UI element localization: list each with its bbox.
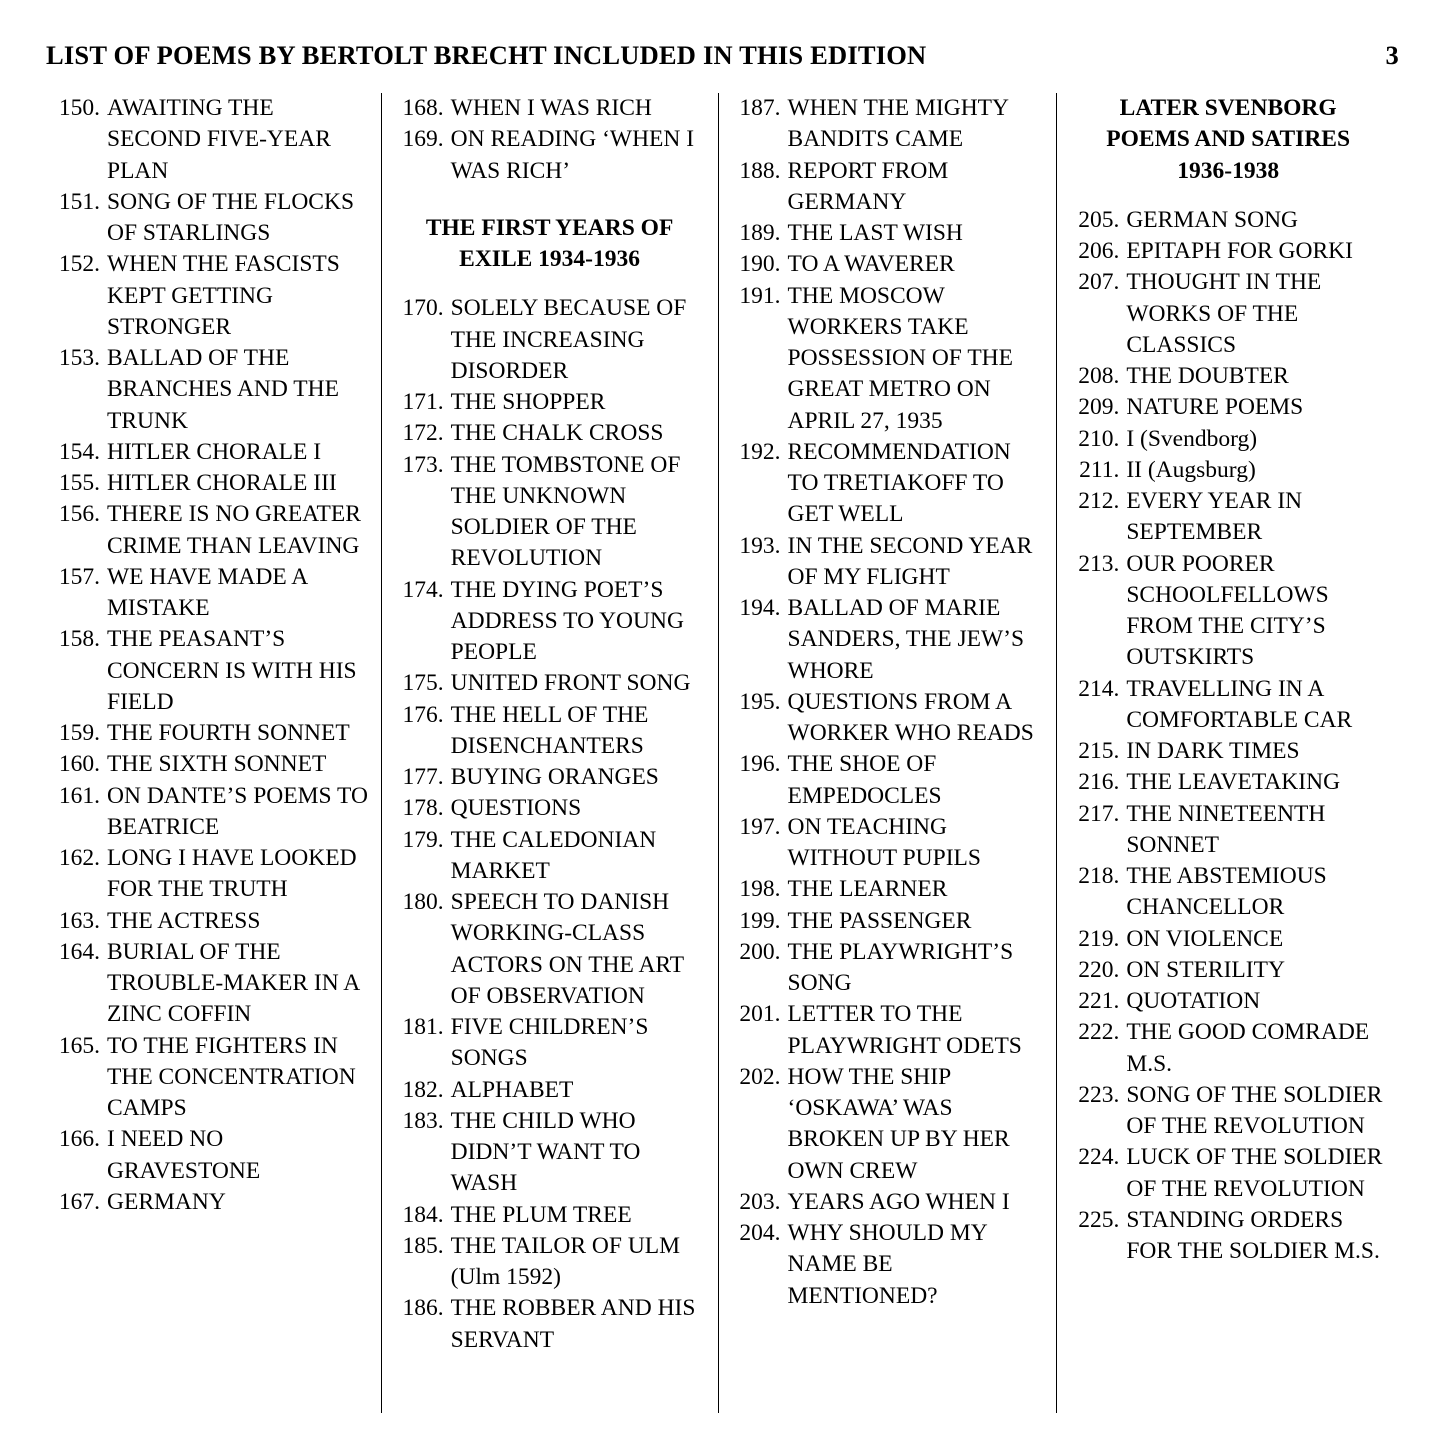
poem-title: QUOTATION	[1126, 988, 1261, 1014]
poem-entry	[731, 937, 1045, 1000]
poem-entry	[394, 93, 706, 124]
poem-number: 181.	[402, 1014, 444, 1040]
page-title: LIST OF POEMS BY BERTOLT BRECHT INCLUDED IN THIS EDITION	[46, 40, 927, 70]
poem-title: RECOMMENDATION TO TRETIAKOFF TO GET WELL	[787, 438, 1011, 528]
poem-entry	[50, 1031, 369, 1125]
poem-number: 201.	[739, 1001, 781, 1028]
poem-title: WHEN I WAS RICH	[450, 95, 652, 121]
poem-entry	[394, 1106, 706, 1200]
poem-number: 171.	[402, 389, 444, 415]
poem-title: THE SHOE OF EMPEDOCLES	[787, 751, 942, 809]
poem-number: 190.	[739, 251, 781, 278]
poem-number: 207.	[1078, 269, 1120, 296]
poem-title: THE ABSTEMIOUS CHANCELLOR	[1126, 863, 1327, 921]
poem-number: 225.	[1078, 1206, 1120, 1233]
poem-entry	[731, 874, 1045, 905]
poem-number: 189.	[739, 220, 781, 246]
poem-entry	[394, 668, 706, 699]
poem-title: HITLER CHORALE III	[107, 470, 337, 496]
poem-title: ALPHABET	[450, 1076, 574, 1103]
poem-title: THE GOOD COMRADE M.S.	[1126, 1019, 1370, 1077]
poem-title: SONG OF THE SOLDIER OF THE REVOLUTION	[1126, 1081, 1383, 1139]
poem-entry	[1069, 799, 1387, 862]
poem-number: 172.	[402, 420, 444, 447]
poem-title: AWAITING THE SECOND FIVE-YEAR PLAN	[107, 95, 331, 184]
poem-entry	[50, 781, 369, 844]
poem-title: THE LEAVETAKING	[1126, 769, 1341, 796]
poem-title: WE HAVE MADE A MISTAKE	[107, 563, 307, 621]
poem-entry	[394, 124, 706, 187]
poem-title: THE SIXTH SONNET	[107, 751, 327, 778]
poem-title: QUESTIONS	[450, 795, 582, 822]
poem-title: THE LAST WISH	[787, 220, 963, 246]
poem-entry	[1069, 674, 1387, 737]
poem-entry	[394, 1200, 706, 1231]
poem-entry	[731, 249, 1045, 280]
poem-entry	[50, 187, 369, 250]
poem-entry	[50, 437, 369, 468]
section-heading-line: LATER SVENBORG	[1119, 95, 1337, 121]
poem-title: THE SHOPPER	[450, 389, 606, 415]
poem-number: 199.	[739, 907, 781, 934]
poem-title: GERMAN SONG	[1126, 206, 1299, 233]
poem-number: 220.	[1078, 956, 1120, 983]
poem-title: YEARS AGO WHEN I	[787, 1188, 1010, 1215]
poem-title: EPITAPH FOR GORKI	[1126, 238, 1353, 264]
poem-number: 218.	[1078, 863, 1120, 889]
poem-number: 182.	[402, 1076, 444, 1103]
poem-number: 206.	[1078, 238, 1120, 264]
poem-number: 217.	[1078, 800, 1120, 827]
poem-title: ON STERILITY	[1126, 956, 1285, 983]
poem-number: 163.	[58, 907, 100, 934]
poem-entry	[731, 531, 1045, 594]
poem-title: THE MOSCOW WORKERS TAKE POSSESSION OF THE GREAT METRO ON APRIL 27, 1935	[787, 282, 1014, 434]
poem-title: THE ACTRESS	[107, 907, 261, 934]
poem-title: LETTER TO THE PLAYWRIGHT ODETS	[787, 1001, 1022, 1059]
poem-number: 166.	[58, 1126, 100, 1153]
poem-number: 157.	[58, 563, 100, 590]
poem-entry	[50, 1187, 369, 1218]
poem-entry	[731, 156, 1045, 219]
poem-number: 159.	[58, 720, 100, 746]
poem-entry	[50, 718, 369, 749]
section-heading	[400, 213, 700, 276]
poem-number: 188.	[739, 157, 781, 184]
poem-title: REPORT FROM GERMANY	[787, 157, 949, 215]
poem-title: THE CHALK CROSS	[450, 420, 664, 447]
poem-entry	[50, 749, 369, 780]
poem-title: FIVE CHILDREN’S SONGS	[450, 1014, 649, 1072]
poem-title: BURIAL OF THE TROUBLE-MAKER IN A ZINC COFFIN	[107, 938, 359, 1028]
poem-entry	[394, 1293, 706, 1356]
poem-number: 212.	[1078, 488, 1120, 514]
poem-number: 214.	[1078, 675, 1120, 702]
poem-entry	[394, 418, 706, 449]
poem-title: THE LEARNER	[787, 876, 948, 903]
poem-entry	[1069, 1080, 1387, 1143]
poem-title: IN DARK TIMES	[1126, 738, 1300, 764]
poem-entry	[50, 249, 369, 343]
poem-title: HOW THE SHIP ‘OSKAWA’ WAS BROKEN UP BY HER OWN CREW	[787, 1063, 1010, 1184]
section-heading-line: 1936-1938	[1177, 157, 1280, 184]
poem-number: 164.	[58, 938, 100, 965]
poem-entry	[50, 624, 369, 718]
poem-entry	[394, 1231, 706, 1294]
poem-entry	[1069, 236, 1387, 267]
poem-title: THE FOURTH SONNET	[107, 720, 350, 746]
poem-entry	[1069, 861, 1387, 924]
poem-entry	[731, 593, 1045, 687]
poem-number: 169.	[402, 126, 444, 153]
poem-title: THE HELL OF THE DISENCHANTERS	[450, 701, 649, 759]
poem-title: BALLAD OF THE BRANCHES AND THE TRUNK	[107, 345, 339, 434]
poem-entry	[731, 906, 1045, 937]
poem-number: 193.	[739, 532, 781, 559]
poem-entry	[1069, 767, 1387, 798]
poem-title: SPEECH TO DANISH WORKING-CLASS ACTORS ON THE ART OF OBSERVATION	[450, 889, 684, 1009]
poem-entry	[731, 281, 1045, 437]
poem-title: THE TOMBSTONE OF THE UNKNOWN SOLDIER OF THE REVOLUTION	[450, 451, 681, 572]
section-heading-line: THE FIRST YEARS OF	[425, 214, 674, 241]
poem-title: WHY SHOULD MY NAME BE MENTIONED?	[787, 1220, 987, 1309]
poem-title: NATURE POEMS	[1126, 394, 1304, 421]
poem-number: 224.	[1078, 1144, 1120, 1171]
poem-entry	[1069, 1205, 1387, 1268]
poem-entry	[1069, 924, 1387, 955]
poem-entry	[1069, 736, 1387, 767]
poem-entry	[731, 687, 1045, 750]
poem-number: 196.	[739, 751, 781, 778]
poem-number: 204.	[739, 1220, 781, 1246]
poem-title: BUYING ORANGES	[450, 764, 659, 790]
poem-entry	[394, 700, 706, 763]
poem-number: 200.	[739, 938, 781, 965]
poem-title: STANDING ORDERS FOR THE SOLDIER M.S.	[1126, 1206, 1380, 1264]
poem-number: 168.	[402, 95, 444, 121]
poem-entry	[731, 93, 1045, 156]
poem-entry	[1069, 1017, 1387, 1080]
poem-number: 152.	[58, 251, 100, 278]
poem-title: THE DYING POET’S ADDRESS TO YOUNG PEOPLE	[450, 576, 684, 665]
column-4	[1056, 93, 1399, 1413]
page-header	[46, 40, 1399, 71]
poem-number: 213.	[1078, 550, 1120, 577]
poem-number: 179.	[402, 826, 444, 853]
poem-number: 219.	[1078, 925, 1120, 952]
column-2	[381, 93, 718, 1413]
poem-entry	[1069, 424, 1387, 455]
poem-number: 173.	[402, 451, 444, 478]
poem-entry	[50, 937, 369, 1031]
poem-title: ON READING ‘WHEN I WAS RICH’	[450, 126, 695, 184]
poem-title: THE NINETEENTH SONNET	[1126, 800, 1326, 858]
poem-entry	[394, 387, 706, 418]
poem-entry	[50, 562, 369, 625]
poem-title: GERMANY	[107, 1188, 226, 1215]
poem-entry	[50, 343, 369, 437]
poem-title: THE PLAYWRIGHT’S SONG	[787, 938, 1014, 996]
poem-number: 177.	[402, 764, 444, 790]
poem-number: 170.	[402, 295, 444, 322]
poem-entry	[731, 218, 1045, 249]
poem-entry	[394, 887, 706, 1012]
poem-list-columns	[46, 93, 1399, 1413]
poem-title: WHEN THE MIGHTY BANDITS CAME	[787, 95, 1009, 153]
poem-title: THE PEASANT’S CONCERN IS WITH HIS FIELD	[107, 626, 357, 715]
poem-title: HITLER CHORALE I	[107, 438, 322, 465]
poem-title: TRAVELLING IN A COMFORTABLE CAR	[1126, 675, 1353, 733]
page-number: 3	[1385, 40, 1399, 70]
poem-title: ON TEACHING WITHOUT PUPILS	[787, 813, 981, 871]
poem-entry	[394, 825, 706, 888]
section-heading	[1075, 93, 1381, 187]
poem-number: 186.	[402, 1295, 444, 1322]
poem-entry	[394, 793, 706, 824]
poem-number: 158.	[58, 626, 100, 653]
poem-title: WHEN THE FASCISTS KEPT GETTING STRONGER	[107, 251, 340, 340]
poem-title: THE TAILOR OF ULM (Ulm 1592)	[450, 1232, 681, 1290]
poem-title: TO A WAVERER	[787, 251, 955, 278]
poem-entry	[1069, 486, 1387, 549]
poem-number: 183.	[402, 1107, 444, 1134]
poem-entry	[731, 1218, 1045, 1312]
poem-title: SONG OF THE FLOCKS OF STARLINGS	[107, 188, 355, 246]
poem-number: 215.	[1078, 738, 1120, 764]
poem-number: 185.	[402, 1232, 444, 1259]
poem-entry	[1069, 361, 1387, 392]
poem-title: THOUGHT IN THE WORKS OF THE CLASSICS	[1126, 269, 1322, 358]
poem-entry	[731, 999, 1045, 1062]
poem-entry	[731, 1187, 1045, 1218]
poem-title: THE PLUM TREE	[450, 1201, 632, 1228]
poem-title: TO THE FIGHTERS IN THE CONCENTRATION CAMPS	[107, 1032, 356, 1121]
poem-entry	[731, 1062, 1045, 1187]
poem-title: LUCK OF THE SOLDIER OF THE REVOLUTION	[1126, 1144, 1383, 1202]
poem-number: 216.	[1078, 769, 1120, 796]
poem-number: 198.	[739, 876, 781, 903]
poem-title: THE ROBBER AND HIS SERVANT	[450, 1295, 696, 1353]
poem-entry	[394, 1075, 706, 1106]
poem-entry	[1069, 986, 1387, 1017]
poem-number: 184.	[402, 1201, 444, 1228]
poem-title: IN THE SECOND YEAR OF MY FLIGHT	[787, 532, 1033, 590]
poem-title: THE CHILD WHO DIDN’T WANT TO WASH	[450, 1107, 641, 1197]
poem-number: 174.	[402, 576, 444, 603]
poem-number: 176.	[402, 701, 444, 728]
poem-title: THE CALEDONIAN MARKET	[450, 826, 657, 884]
section-heading-line: EXILE 1934-1936	[459, 246, 640, 272]
poem-number: 208.	[1078, 363, 1120, 389]
poem-number: 160.	[58, 751, 100, 778]
poem-number: 194.	[739, 595, 781, 621]
poem-title: THERE IS NO GREATER CRIME THAN LEAVING	[107, 501, 361, 559]
poem-number: 203.	[739, 1188, 781, 1215]
poem-number: 223.	[1078, 1081, 1120, 1108]
poem-entry	[1069, 205, 1387, 236]
poem-number: 197.	[739, 813, 781, 840]
poem-number: 150.	[58, 95, 100, 121]
poem-number: 205.	[1078, 206, 1120, 233]
poem-number: 211.	[1079, 456, 1120, 483]
poem-number: 187.	[739, 95, 781, 121]
poem-number: 151.	[58, 188, 100, 215]
poem-entry	[394, 1012, 706, 1075]
poem-title: UNITED FRONT SONG	[450, 670, 691, 697]
poem-number: 192.	[739, 438, 781, 465]
poem-entry	[394, 450, 706, 575]
poem-number: 154.	[58, 438, 100, 465]
poem-number: 175.	[402, 670, 444, 697]
poem-number: 195.	[739, 688, 781, 715]
poem-title: EVERY YEAR IN SEPTEMBER	[1126, 488, 1303, 546]
poem-title: OUR POORER SCHOOLFELLOWS FROM THE CITY’S OUTSKIRTS	[1126, 550, 1329, 671]
poem-entry	[394, 575, 706, 669]
poem-number: 209.	[1078, 394, 1120, 421]
poem-number: 178.	[402, 795, 444, 822]
poem-entry	[50, 93, 369, 187]
poem-title: QUESTIONS FROM A WORKER WHO READS	[787, 688, 1034, 746]
column-1	[46, 93, 381, 1413]
poem-number: 191.	[739, 282, 781, 309]
poem-entry	[1069, 267, 1387, 361]
poem-title: ON VIOLENCE	[1126, 925, 1284, 952]
poem-entry	[50, 1124, 369, 1187]
poem-title: ON DANTE’S POEMS TO BEATRICE	[107, 782, 368, 840]
section-heading-line: POEMS AND SATIRES	[1106, 126, 1351, 153]
poem-entry	[1069, 549, 1387, 674]
poem-title: LONG I HAVE LOOKED FOR THE TRUTH	[107, 845, 357, 903]
poem-number: 155.	[58, 470, 100, 496]
poem-entry	[1069, 455, 1387, 486]
poem-title: I (Svendborg)	[1126, 425, 1258, 452]
poem-number: 180.	[402, 889, 444, 915]
poem-number: 165.	[58, 1032, 100, 1059]
poem-number: 221.	[1078, 988, 1120, 1014]
poem-number: 153.	[58, 345, 100, 371]
poem-entry	[1069, 1142, 1387, 1205]
poem-entry	[731, 749, 1045, 812]
poem-title: I NEED NO GRAVESTONE	[107, 1126, 261, 1184]
poem-entry	[1069, 955, 1387, 986]
poem-number: 156.	[58, 501, 100, 528]
poem-number: 167.	[58, 1188, 100, 1215]
poem-entry	[50, 468, 369, 499]
poem-entry	[394, 293, 706, 387]
poem-title: BALLAD OF MARIE SANDERS, THE JEW’S WHORE	[787, 595, 1025, 684]
poem-entry	[50, 843, 369, 906]
poem-title: II (Augsburg)	[1126, 456, 1256, 483]
poem-entry	[731, 437, 1045, 531]
poem-entry	[1069, 392, 1387, 423]
poem-number: 202.	[739, 1063, 781, 1090]
poem-title: THE PASSENGER	[787, 907, 972, 934]
poem-number: 210.	[1078, 425, 1120, 452]
column-3	[718, 93, 1057, 1413]
poem-number: 161.	[58, 782, 100, 809]
poem-entry	[50, 499, 369, 562]
poem-number: 162.	[58, 845, 100, 871]
poem-title: THE DOUBTER	[1126, 363, 1289, 389]
poem-entry	[731, 812, 1045, 875]
poem-title: SOLELY BECAUSE OF THE INCREASING DISORDER	[450, 295, 687, 384]
poem-entry	[394, 762, 706, 793]
poem-number: 222.	[1078, 1019, 1120, 1046]
poem-entry	[50, 906, 369, 937]
